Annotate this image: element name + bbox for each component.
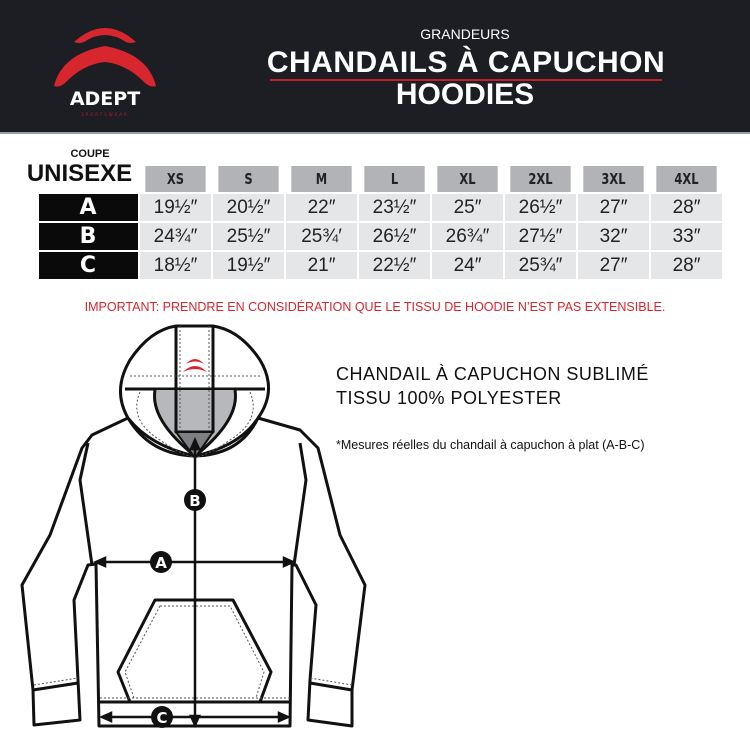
measure-cell: 22½″ xyxy=(359,252,430,279)
size-col-header: S xyxy=(218,166,278,192)
measure-cell: 23½″ xyxy=(359,194,430,221)
measure-cell: 20½″ xyxy=(213,194,284,221)
marker-a xyxy=(150,551,172,573)
header-subtitle: GRANDEURS xyxy=(420,26,510,42)
brand-logo xyxy=(50,20,160,120)
size-col-header: XL xyxy=(437,166,497,192)
size-col-header: 4XL xyxy=(656,166,716,192)
fit-label-small: COUPE xyxy=(70,148,110,160)
svg-text:A: A xyxy=(155,554,167,572)
page-title: CHANDAILS À CAPUCHON xyxy=(266,46,666,79)
marker-c xyxy=(151,706,173,728)
measure-cell: 27½″ xyxy=(505,223,576,250)
size-col-header: XS xyxy=(145,166,205,192)
measure-cell: 22″ xyxy=(286,194,357,221)
measure-cell: 25¾″ xyxy=(505,252,576,279)
svg-text:B: B xyxy=(189,492,201,510)
measure-note: *Mesures réelles du chandail à capuchon à plat (A-B-C) xyxy=(336,438,645,452)
hoodie-diagram xyxy=(0,320,380,740)
logo-arches-icon xyxy=(50,20,160,90)
table-corner xyxy=(39,166,138,192)
measure-cell: 25¾′ xyxy=(286,223,357,250)
measure-cell: 24¾″ xyxy=(140,223,211,250)
product-line-1: CHANDAIL À CAPUCHON SUBLIMÉ xyxy=(336,364,649,384)
measure-cell: 21″ xyxy=(286,252,357,279)
size-col-header: 2XL xyxy=(510,166,570,192)
product-description xyxy=(336,362,649,410)
page-title-en: HOODIES xyxy=(395,78,535,111)
measure-cell: 27″ xyxy=(578,194,649,221)
row-label-a: A xyxy=(39,194,138,221)
header-banner xyxy=(0,0,750,134)
measure-cell: 28″ xyxy=(651,252,722,279)
row-label-c: C xyxy=(39,252,138,279)
measure-cell: 28″ xyxy=(651,194,722,221)
measure-cell: 19½″ xyxy=(140,194,211,221)
table-row xyxy=(39,252,722,279)
svg-text:C: C xyxy=(156,709,168,727)
measure-cell: 26½″ xyxy=(505,194,576,221)
measure-cell: 24″ xyxy=(432,252,503,279)
measure-cell: 33″ xyxy=(651,223,722,250)
row-label-b: B xyxy=(39,223,138,250)
measure-cell: 26¾″ xyxy=(432,223,503,250)
measure-cell: 26½″ xyxy=(359,223,430,250)
measure-cell: 27″ xyxy=(578,252,649,279)
brand-subname: SPORTSWEAR xyxy=(81,112,129,117)
product-line-2: TISSU 100% POLYESTER xyxy=(336,388,562,408)
size-col-header: L xyxy=(364,166,424,192)
brand-name: ADEPT xyxy=(69,88,141,110)
measure-cell: 19½″ xyxy=(213,252,284,279)
table-row xyxy=(39,223,722,250)
measure-cell: 25″ xyxy=(432,194,503,221)
important-notice: IMPORTANT: PRENDRE EN CONSIDÉRATION QUE LE TISSU DE HOODIE N’EST PAS EXTENSIBLE. xyxy=(84,300,666,314)
size-chart-table xyxy=(37,164,724,281)
size-header-row xyxy=(39,166,722,192)
size-col-header: M xyxy=(291,166,351,192)
measure-cell: 18½″ xyxy=(140,252,211,279)
size-col-header: 3XL xyxy=(583,166,643,192)
fit-label: UNISEXE xyxy=(26,160,133,187)
measure-cell: 32″ xyxy=(578,223,649,250)
measure-cell: 25½″ xyxy=(213,223,284,250)
marker-b xyxy=(184,489,206,511)
table-row xyxy=(39,194,722,221)
